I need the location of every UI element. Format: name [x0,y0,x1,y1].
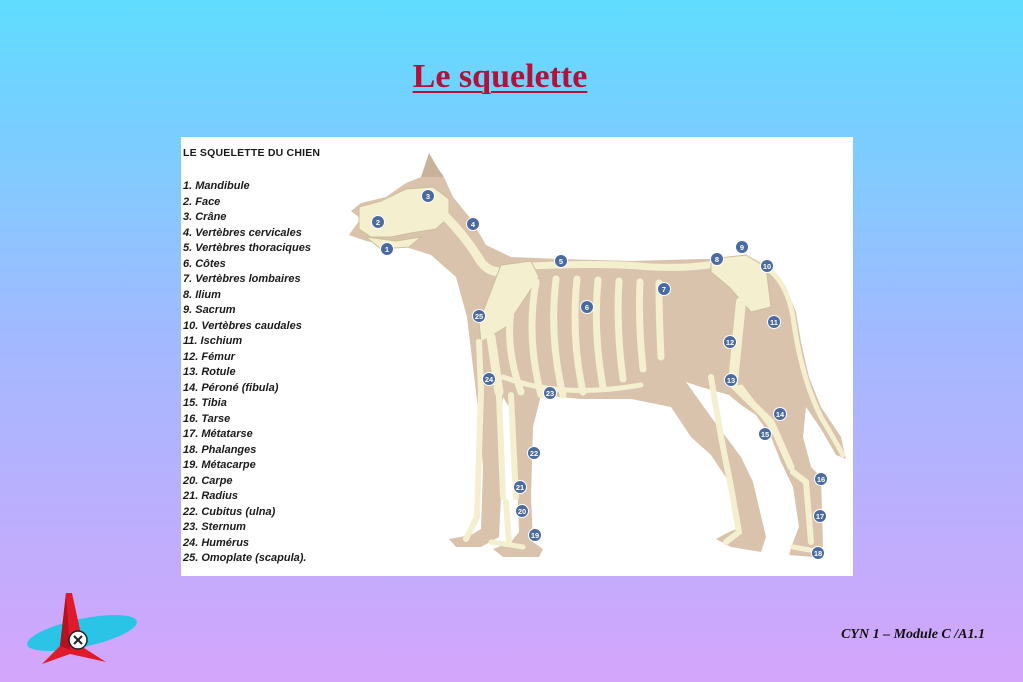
marker-4 [467,218,480,231]
marker-label: 8 [714,255,720,264]
marker-label: 2 [375,218,381,227]
legend-item: 24. Humérus [183,536,250,549]
skull-bone [359,187,449,237]
legend-item: 22. Cubitus (ulna) [183,505,276,518]
legend-item: 7. Vertèbres lombaires [183,273,301,285]
marker-label: 16 [816,475,826,484]
legend-item: 17. Métatarse [183,428,253,440]
marker-22 [528,447,541,460]
legend-item: 14. Péroné (fibula) [183,381,279,394]
legend-item: 1. Mandibule [183,180,250,192]
marker-label: 21 [515,483,525,492]
marker-label: 22 [529,449,539,458]
marker-1 [381,243,394,256]
marker-24 [483,373,496,386]
marker-label: 19 [530,531,540,540]
marker-9 [736,241,749,254]
marker-13 [725,374,738,387]
marker-11 [768,316,781,329]
marker-23 [544,387,557,400]
marker-label: 20 [517,507,527,516]
marker-18 [812,547,825,560]
club-logo-icon [22,588,142,668]
marker-label: 7 [661,285,667,294]
legend-item: 11. Ischium [183,335,243,347]
marker-5 [555,255,568,268]
marker-7 [658,283,671,296]
marker-label: 23 [545,389,555,398]
marker-label: 25 [474,312,484,321]
marker-15 [759,428,772,441]
marker-25 [473,310,486,323]
dog-skeleton-figure [181,137,853,576]
legend-item: 4. Vertèbres cervicales [183,226,302,239]
figure-heading: LE SQUELETTE DU CHIEN [183,147,321,159]
legend-item: 20. Carpe [183,474,233,487]
marker-label: 9 [739,243,745,252]
marker-16 [815,473,828,486]
legend-item: 18. Phalanges [183,443,257,456]
legend-item: 10. Vertèbres caudales [183,319,302,332]
legend-item: 8. Ilium [183,288,221,301]
marker-label: 3 [425,192,431,201]
legend-item: 3. Crâne [183,211,227,223]
legend-item: 2. Face [183,195,221,208]
skeleton-legend [183,179,311,567]
marker-label: 14 [775,410,785,419]
slide-title: Le squelette [412,58,588,95]
marker-label: 10 [762,262,772,271]
legend-item: 21. Radius [183,490,239,502]
marker-label: 1 [384,245,390,254]
legend-item: 12. Fémur [183,350,235,363]
marker-label: 24 [484,375,494,384]
slide-footer: CYN 1 – Module C /A1.1 [841,627,985,642]
legend-item: 9. Sacrum [183,304,236,316]
marker-label: 13 [726,376,736,385]
marker-10 [761,260,774,273]
legend-item: 13. Rotule [183,366,236,378]
legend-item: 23. Sternum [183,521,246,533]
marker-label: 11 [770,318,778,327]
marker-label: 5 [558,257,564,266]
marker-label: 12 [725,338,735,347]
legend-item: 25. Omoplate (scapula). [183,552,307,564]
marker-label: 17 [815,512,825,521]
legend-item: 6. Côtes [183,257,226,270]
marker-6 [581,301,594,314]
marker-14 [774,408,787,421]
marker-label: 6 [584,303,590,312]
legend-item: 16. Tarse [183,412,231,425]
marker-3 [422,190,435,203]
marker-12 [724,336,737,349]
marker-label: 18 [813,549,823,558]
legend-item: 19. Métacarpe [183,459,256,471]
legend-item: 15. Tibia [183,397,227,409]
marker-17 [814,510,827,523]
marker-21 [514,481,527,494]
marker-8 [711,253,724,266]
marker-label: 4 [470,220,476,229]
marker-label: 15 [760,430,770,439]
marker-2 [372,216,385,229]
legend-item: 5. Vertèbres thoraciques [183,242,311,254]
marker-20 [516,505,529,518]
marker-19 [529,529,542,542]
